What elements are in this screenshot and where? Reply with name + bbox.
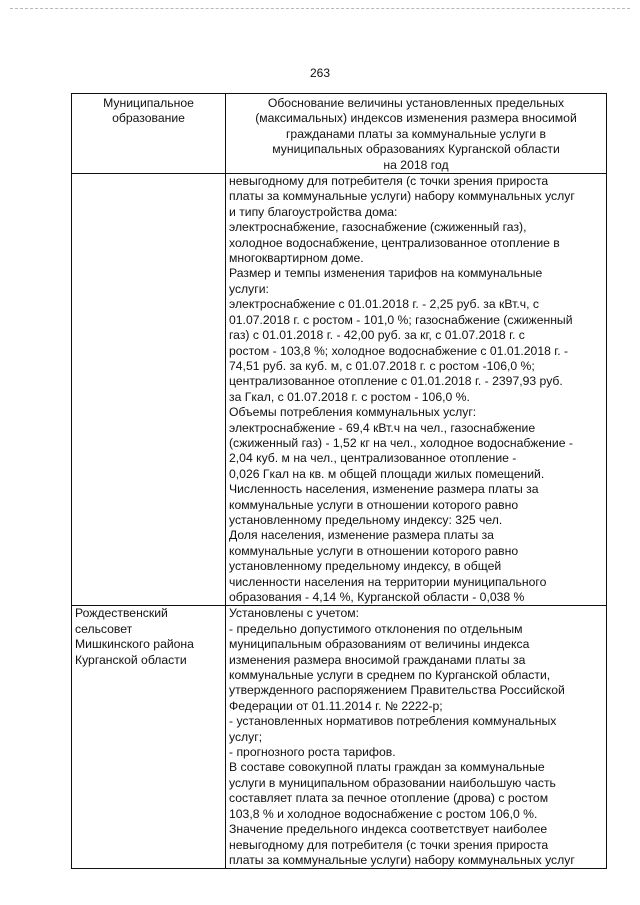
row1-justification-cell [226,174,607,606]
table-header-row [72,94,607,174]
row2-justification-cell [226,606,607,869]
row1-line: газ) с 01.01.2018 г. - 42,00 руб. за кг, с 01.07.2018 г. с [229,328,525,343]
row1-line: невыгодному для потребителя (с точки зрения прироста [229,174,549,189]
row2-line: невыгодному для потребителя (с точки зрения прироста [229,837,549,852]
row2-line: муниципальным образованиям от величины индекса [229,637,530,652]
row2-municipality-cell [72,606,226,869]
table-row [72,606,607,869]
tariff-justification-table [71,93,607,869]
row1-line: коммунальные услуги в отношении которого равно [229,497,519,512]
row2-municipality-line: Курганской области [75,652,187,667]
row1-line: холодное водоснабжение, централизованное отопление в [229,235,560,250]
row1-line: 2,04 куб. м на чел., централизованное отопление - [229,451,517,466]
row1-line: платы за коммунальные услуги) набору коммунальных услуг [229,189,575,204]
row1-line: образования - 4,14 %, Курганской области - 0,038 % [229,590,525,604]
row2-line: - прогнозного роста тарифов. [229,745,396,760]
row1-line: Размер и темпы изменения тарифов на коммунальные [229,266,543,281]
row2-municipality-line: сельсовет [75,621,133,636]
row1-line: электроснабжение - 69,4 кВт.ч на чел., газоснабжение [229,420,536,435]
scan-top-edge-line [10,8,630,9]
row1-line: (сжиженный газ) - 1,52 кг на чел., холодное водоснабжение - [229,435,573,450]
row2-line: коммунальные услуги в среднем по Курганской области, [229,668,551,683]
header-municipality-text: Муниципальное образование [103,96,194,126]
row1-line: централизованное отопление с 01.01.2018 г. - 2397,93 руб. [229,374,563,389]
row2-line: 103,8 % и холодное водоснабжение с ростом 106,0 %. [229,806,538,821]
row2-municipality-line: Мишкинского района [75,637,194,652]
row2-line: платы за коммунальные услуги) набору коммунальных услуг [229,852,575,867]
row2-line: - предельно допустимого отклонения по отдельным [229,621,523,636]
row1-municipality-cell [72,174,226,606]
row1-line: Численность населения, изменение размера платы за [229,482,539,497]
row1-line: 01.07.2018 г. с ростом - 101,0 %; газоснабжение (сжиженный [229,312,573,327]
row1-line: услуги: [229,281,269,296]
row1-line: 0,026 Гкал на кв. м общей площади жилых помещений. [229,466,545,481]
header-justification-line: на 2018 год [383,157,449,172]
header-justification [226,94,607,174]
row1-line: Доля населения, изменение размера платы за [229,528,494,543]
row1-line: 74,51 руб. за куб. м, с 01.07.2018 г. с ростом -106,0 %; [229,358,535,373]
row2-municipality-line: Рождественский [75,606,168,621]
row2-line: составляет плата за печное отопление (дрова) с ростом [229,791,549,806]
row2-line: - установленных нормативов потребления коммунальных [229,714,557,729]
row1-line: ростом - 103,8 %; холодное водоснабжение с 01.01.2018 г. - [229,343,569,358]
row1-line: многоквартирном доме. [229,251,364,266]
row1-line: и типу благоустройства дома: [229,204,398,219]
page-number: 263 [309,66,331,80]
row1-line: за Гкал, с 01.07.2018 г. с ростом - 106,0 %. [229,389,470,404]
row1-line: установленному предельному индексу, в общей [229,559,502,574]
row1-line: Объемы потребления коммунальных услуг: [229,405,477,420]
row2-line: Установлены с учетом: [229,606,359,621]
header-justification-line: Обоснование величины установленных предельных [267,96,565,110]
header-justification-line: муниципальных образованиях Курганской области [272,142,560,157]
row1-line: коммунальные услуги в отношении которого равно [229,543,519,558]
row2-line: утвержденного распоряжением Правительства Российской [229,683,565,698]
header-justification-line: гражданами платы за коммунальные услуги в [285,126,547,141]
row2-line: услуг; [229,729,263,744]
row2-line: Значение предельного индекса соответствует наиболее [229,822,548,837]
header-municipality [72,94,226,174]
row2-line: В составе совокупной платы граждан за коммунальные [229,760,545,775]
header-justification-line: (максимальных) индексов изменения размера вносимой [255,111,577,126]
table-row [72,174,607,606]
row1-line: электроснабжение с 01.01.2018 г. - 2,25 руб. за кВт.ч, с [229,297,539,312]
row2-line: услуги в муниципальном образовании наибольшую часть [229,775,556,790]
row2-line: Федерации от 01.11.2014 г. № 2222-р; [229,698,443,713]
row1-line: численности населения на территории муниципального [229,574,547,589]
row1-line: установленному предельному индексу: 325 чел. [229,512,503,527]
row1-line: электроснабжение, газоснабжение (сжиженный газ), [229,220,527,235]
row2-line: изменения размера вносимой гражданами платы за [229,652,526,667]
